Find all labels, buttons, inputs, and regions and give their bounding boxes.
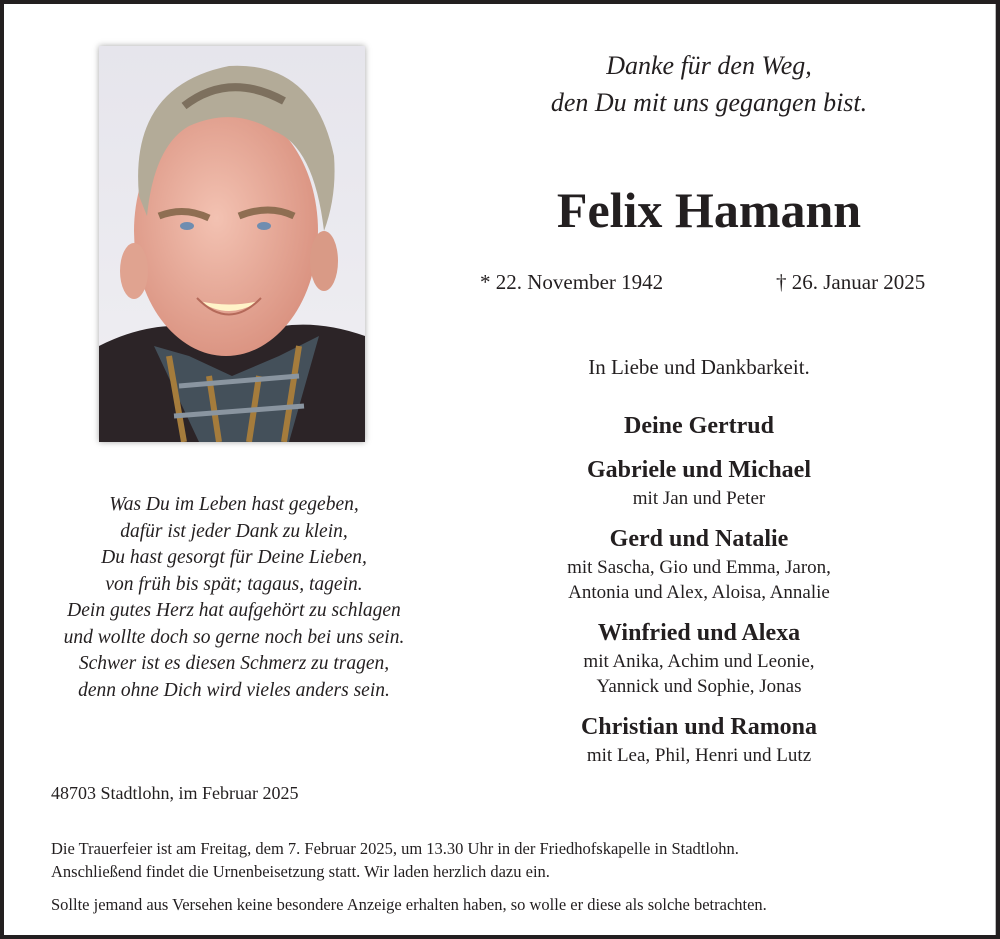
family-group [454,711,944,768]
family-children: Yannick und Sophie, Jonas [596,676,802,697]
family-member-name: Gabriele und Michael [587,457,811,483]
motto-line: den Du mit uns gegangen bist. [550,88,868,117]
family-group [454,410,944,442]
portrait-illustration [99,46,365,442]
poem-line: Schwer ist es diesen Schmerz zu tragen, [78,653,390,674]
death-date: † 26. Januar 2025 [776,270,926,294]
burial-info: Anschließend findet die Urnenbeisetzung statt. Wir laden herzlich dazu ein. [51,862,550,881]
family-group [454,454,944,511]
portrait-photo [99,46,365,442]
family-children: mit Anika, Achim und Leonie, [583,651,815,672]
poem-line: und wollte doch so gerne noch bei uns sein. [63,626,405,648]
family-children: mit Sascha, Gio und Emma, Jaron, [567,557,831,578]
family-member-name: Deine Gertrud [624,413,774,439]
disclaimer: Sollte jemand aus Versehen keine besondere Anzeige erhalten haben, so wolle er diese als solche betrachten. [51,895,767,914]
family-member-name: Winfried und Alexa [597,620,801,646]
family-children: mit Lea, Phil, Henri und Lutz [586,745,812,766]
poem-line: Dein gutes Herz hat aufgehört zu schlagen [67,600,401,621]
family-member-name: Christian und Ramona [580,714,818,740]
poem-line: dafür ist jeder Dank zu klein, [120,520,348,542]
obituary-notice [4,4,996,935]
poem-line: von früh bis spät; tagaus, tagein. [105,573,363,595]
ceremony-info: Die Trauerfeier ist am Freitag, dem 7. Februar 2025, um 13.30 Uhr in der Friedhofskapelle in Stadtlohn. [51,839,739,858]
poem-line: Du hast gesorgt für Deine Lieben, [101,547,367,568]
motto [454,47,964,121]
poem [24,492,444,704]
family-group [454,523,944,605]
family-children: Antonia und Alex, Aloisa, Annalie [568,582,830,603]
family-group [454,617,944,699]
family-list [454,410,944,780]
motto-line: Danke für den Weg, [606,51,812,80]
deceased-name: Felix Hamann [556,182,862,238]
intro-text: In Liebe und Dankbarkeit. [588,355,810,379]
place-and-date: 48703 Stadtlohn, im Februar 2025 [51,783,299,803]
poem-line: denn ohne Dich wird vieles anders sein. [78,679,390,701]
family-member-name: Gerd und Natalie [609,526,789,552]
birth-date: * 22. November 1942 [480,270,664,294]
poem-line: Was Du im Leben hast gegeben, [109,494,359,515]
family-children: mit Jan und Peter [632,488,766,509]
footer-info [51,837,767,916]
